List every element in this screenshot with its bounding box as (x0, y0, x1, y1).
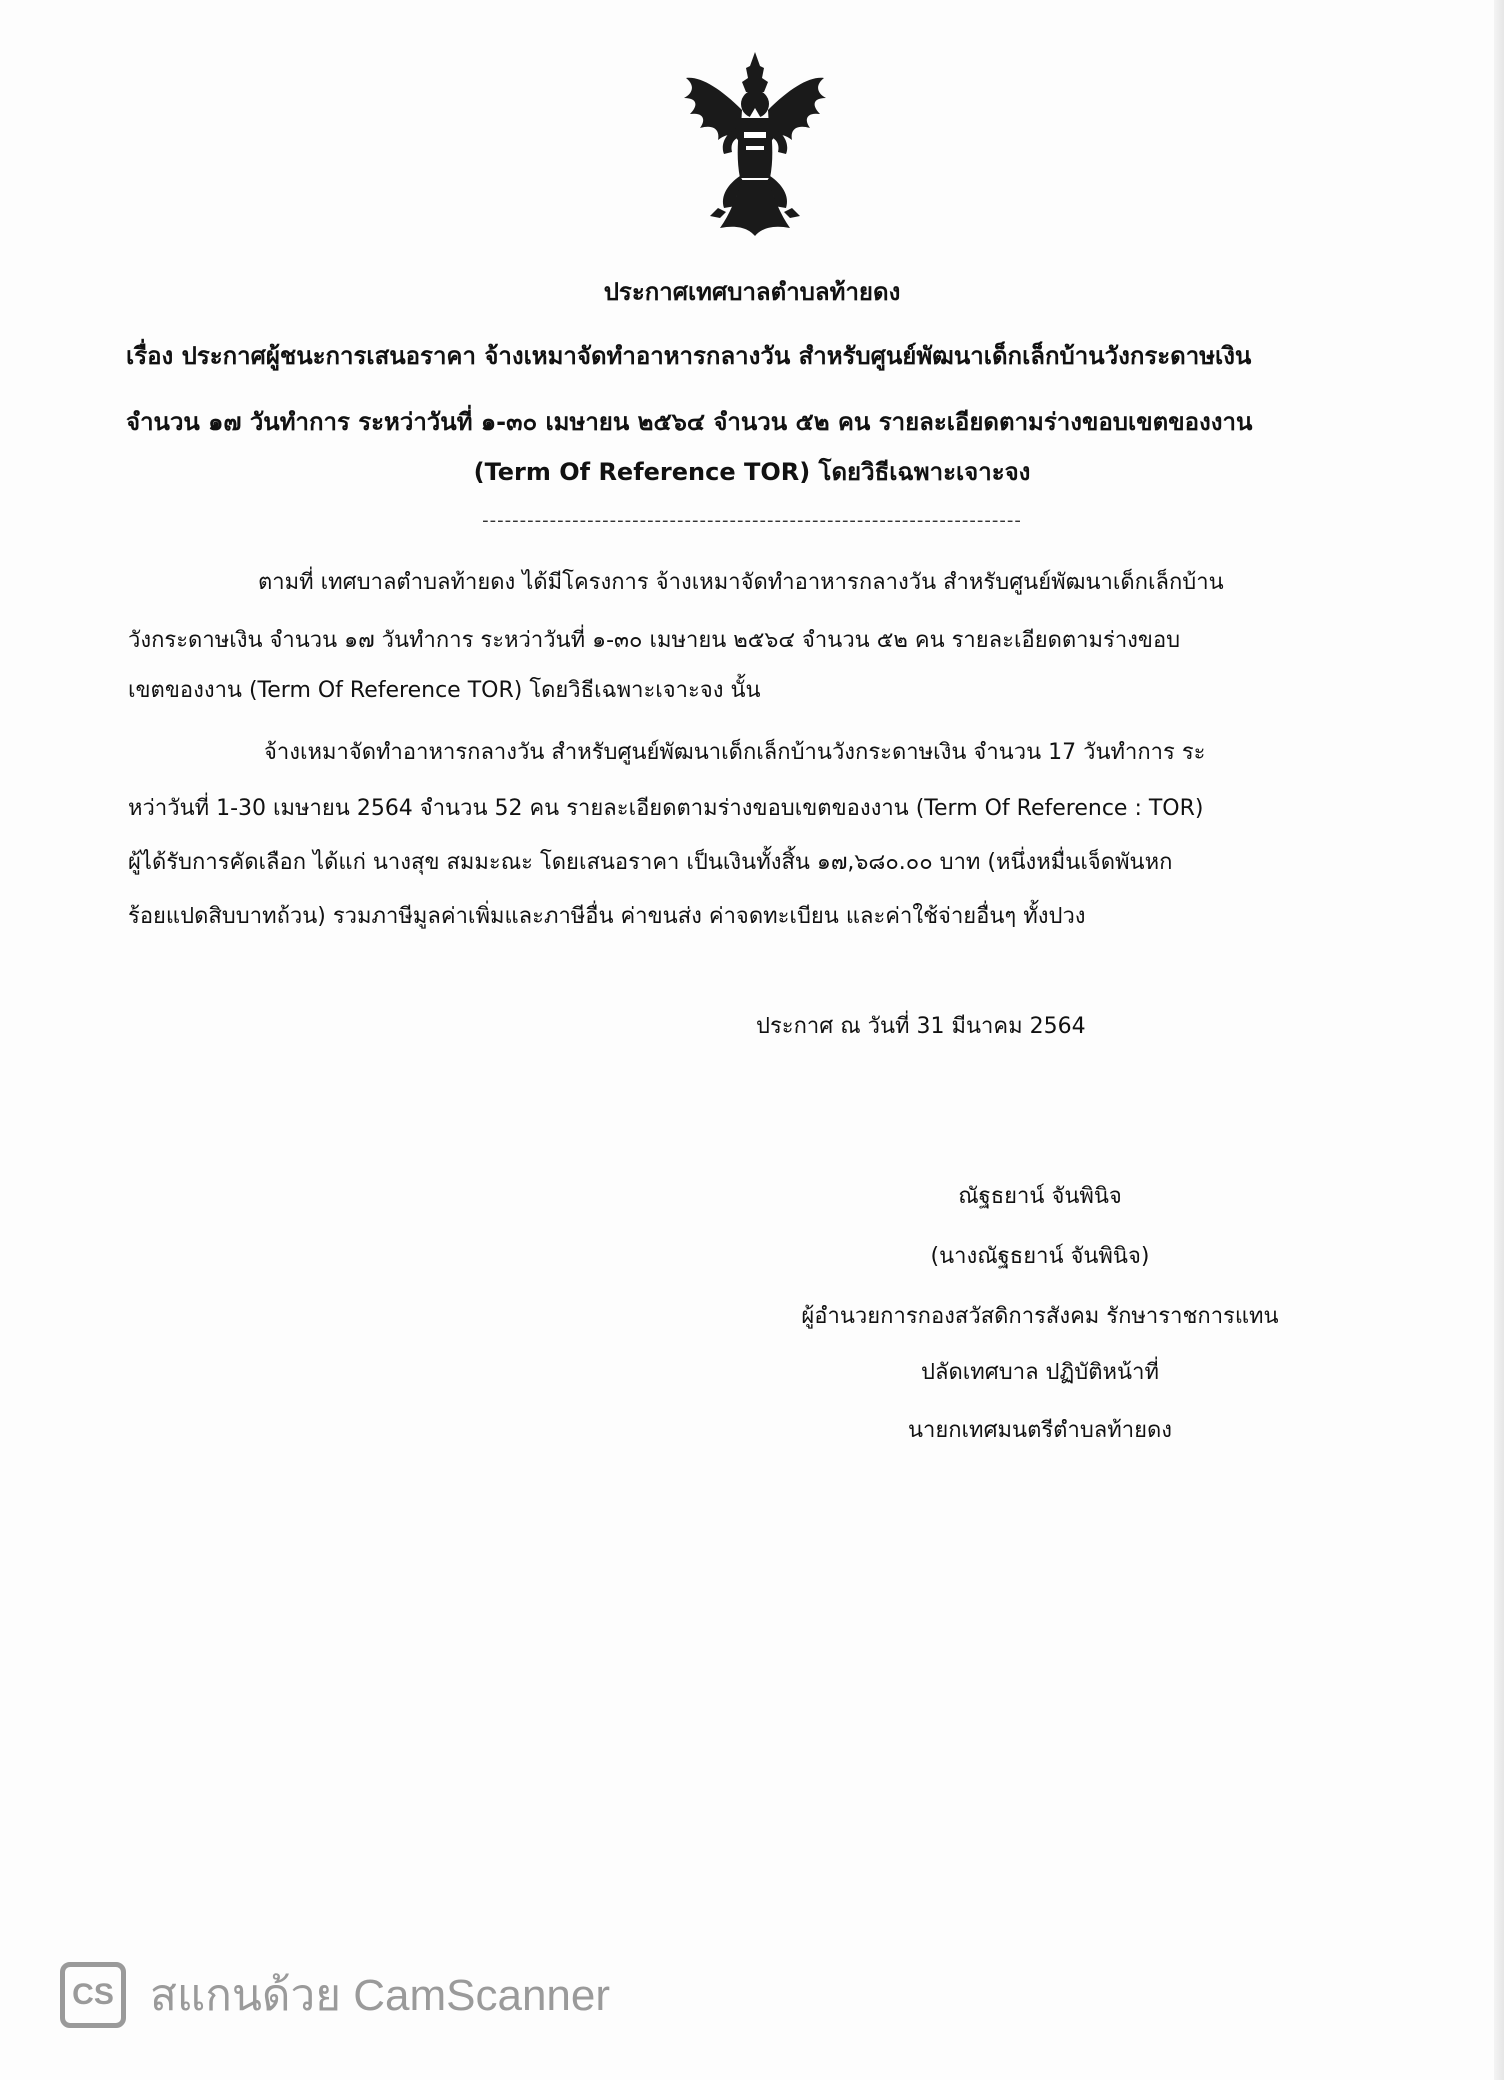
paragraph-2-line-1: จ้างเหมาจัดทำอาหารกลางวัน สำหรับศูนย์พัฒนาเด็กเล็กบ้านวังกระดาษเงิน จำนวน 17 วันทำการ ระ (264, 740, 1206, 765)
divider-line: ------------------------------------------------------------------------ (482, 510, 1022, 531)
paragraph-1-line-2: วังกระดาษเงิน จำนวน ๑๗ วันทำการ ระหว่าวันที่ ๑-๓๐ เมษายน ๒๕๖๔ จำนวน ๕๒ คน รายละเอียดตามร่างขอบ (128, 628, 1181, 653)
signature-full-name: (นางณัฐธยาน์ จันพินิจ) (930, 1244, 1150, 1269)
camscanner-logo-icon: CS (60, 1962, 126, 2028)
page-edge-shadow (1494, 0, 1504, 2080)
subject-line-1: เรื่อง ประกาศผู้ชนะการเสนอราคา จ้างเหมาจัดทำอาหารกลางวัน สำหรับศูนย์พัฒนาเด็กเล็กบ้านวังกระดาษเงิน (126, 342, 1252, 370)
announcement-date: ประกาศ ณ วันที่ 31 มีนาคม 2564 (756, 1014, 1086, 1039)
watermark-text: สแกนด้วย CamScanner (150, 1971, 611, 2020)
paragraph-2-line-2: หว่าวันที่ 1-30 เมษายน 2564 จำนวน 52 คน รายละเอียดตามร่างขอบเขตของงาน (Term Of Reference : TOR) (128, 796, 1204, 821)
garuda-emblem-icon (680, 48, 830, 238)
document-heading: ประกาศเทศบาลตำบลท้ายดง (603, 278, 901, 306)
subject-line-2: จำนวน ๑๗ วันทำการ ระหว่าวันที่ ๑-๓๐ เมษายน ๒๕๖๔ จำนวน ๕๒ คน รายละเอียดตามร่างขอบเขตของงาน (126, 408, 1253, 436)
subject-line-3: (Term Of Reference TOR) โดยวิธีเฉพาะเจาะจง (473, 458, 1031, 486)
signature-title-3: นายกเทศมนตรีตำบลท้ายดง (907, 1418, 1173, 1443)
signature-name: ณัฐธยาน์ จันพินิจ (958, 1184, 1122, 1209)
paragraph-2-line-4: ร้อยแปดสิบบาทถ้วน) รวมภาษีมูลค่าเพิ่มและภาษีอื่น ค่าขนส่ง ค่าจดทะเบียน และค่าใช้จ่ายอื่นๆ ทั้งปวง (128, 904, 1086, 929)
signature-title-1: ผู้อำนวยการกองสวัสดิการสังคม รักษาราชการแทน (801, 1304, 1279, 1329)
paragraph-1-line-3: เขตของงาน (Term Of Reference TOR) โดยวิธีเฉพาะเจาะจง นั้น (128, 678, 761, 703)
camscanner-watermark (60, 1960, 610, 2030)
paragraph-2-line-3: ผู้ได้รับการคัดเลือก ได้แก่ นางสุข สมมะณะ โดยเสนอราคา เป็นเงินทั้งสิ้น ๑๗,๖๘๐.๐๐ บาท (หนึ่งหมื่นเจ็ดพันหก (128, 850, 1173, 875)
paragraph-1-line-1: ตามที่ เทศบาลตำบลท้ายดง ได้มีโครงการ จ้างเหมาจัดทำอาหารกลางวัน สำหรับศูนย์พัฒนาเด็กเล็กบ้าน (258, 570, 1224, 595)
signature-title-2: ปลัดเทศบาล ปฏิบัติหน้าที่ (921, 1360, 1159, 1385)
